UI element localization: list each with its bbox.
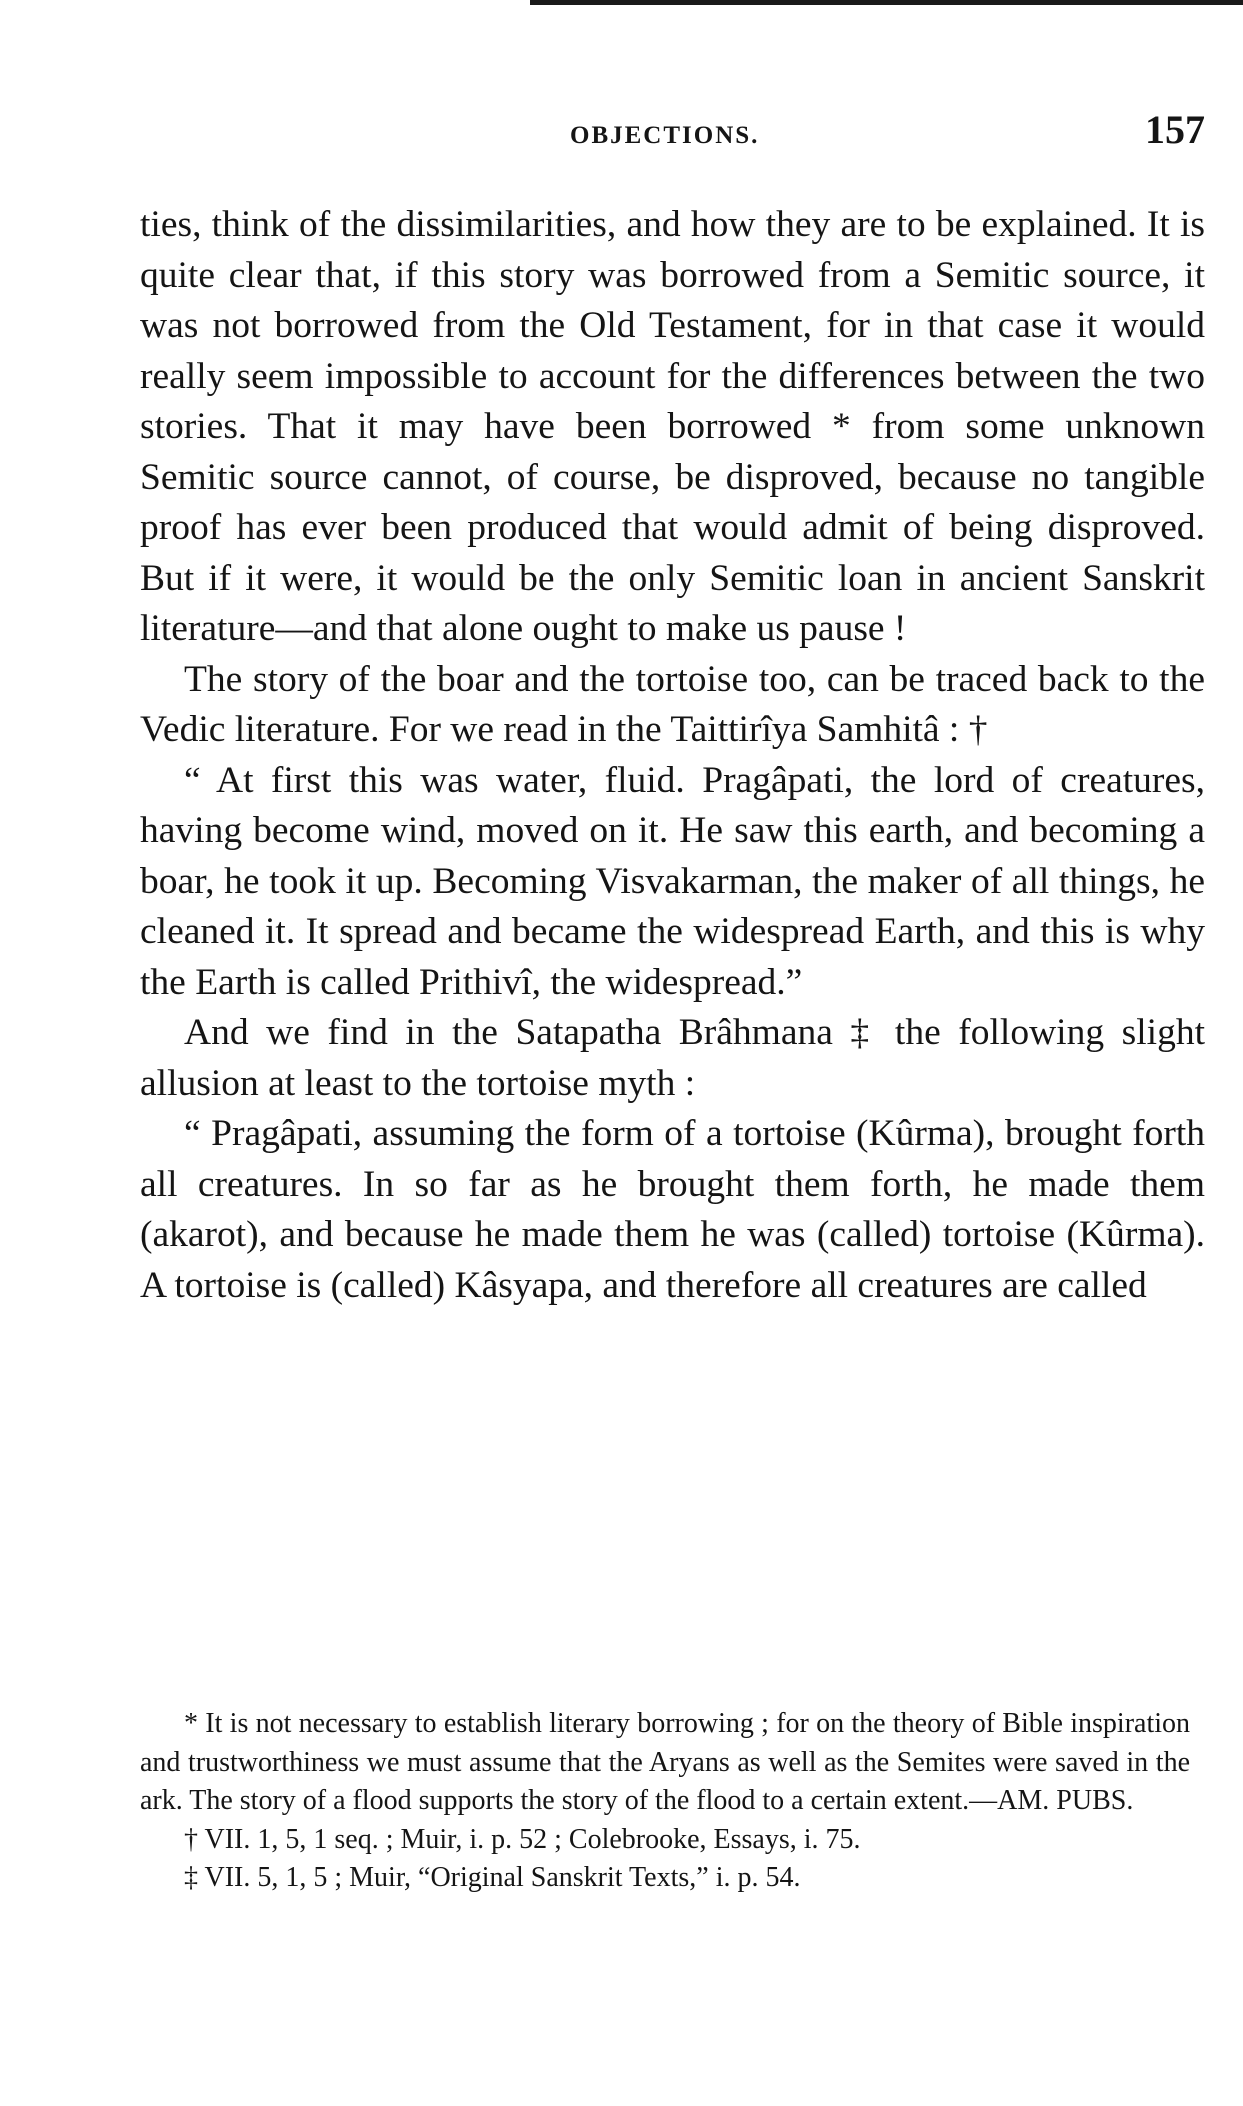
page-number: 157	[1145, 107, 1205, 152]
running-head: OBJECTIONS.	[570, 122, 760, 149]
page-header	[140, 104, 1205, 164]
paragraph-boar-tortoise: The story of the boar and the tortoise too, can be traced back to the Vedic literature. For we read in the Taittirîya Samhitâ : †	[140, 658, 1205, 750]
body-text	[140, 200, 1205, 1311]
paragraph-satapatha: And we find in the Satapatha Brâhmana ‡ the following slight allusion at least to the tortoise myth :	[140, 1012, 1205, 1104]
footnote-dagger: † VII. 1, 5, 1 seq. ; Muir, i. p. 52 ; Colebrooke, Essays, i. 75.	[184, 1823, 861, 1855]
footnote-double-dagger: ‡ VII. 5, 1, 5 ; Muir, “Original Sanskrit Texts,” i. p. 54.	[184, 1862, 801, 1893]
quote-pragapati-tortoise: “ Pragâpati, assuming the form of a tortoise (Kûrma), brought forth all creatures. In so far as he brought them forth, he made them (akarot), and because he made them he was (called) tortoise (Kûrma). A tortoise is (called) Kâsyapa, and therefore all creatures are called	[140, 1113, 1205, 1306]
paragraph-continuation: ties, think of the dissimilarities, and how they are to be explained. It is quite clear that, if this story was borrowed from a Semitic source, it was not borrowed from the Old Testament, for in that case it would really seem impossible to account for the differences between the two stories. That it may have been borrowed * from some unknown Semitic source cannot, of course, be disproved, because no tangible proof has ever been produced that would admit of being disproved. But if it were, it would be the only Semitic loan in ancient Sanskrit literature—and that alone ought to make us pause !	[140, 204, 1205, 649]
quote-taittiriya: “ At first this was water, fluid. Pragâpati, the lord of creatures, having become wind, moved on it. He saw this earth, and becoming a boar, he took it up. Becoming Visvakarman, the maker of all things, he cleaned it. It spread and became the widespread Earth, and this is why the Earth is called Prithivî, the widespread.”	[140, 759, 1205, 1003]
top-rule	[530, 0, 1243, 5]
footnotes	[140, 1705, 1190, 1898]
footnote-asterisk: * It is not necessary to establish literary borrowing ; for on the theory of Bible inspiration and trustworthiness we must assume that the Aryans as well as the Semites were saved in the ark. The story of a flood supports the story of the flood to a certain extent.—AM. PUBS.	[140, 1708, 1190, 1816]
